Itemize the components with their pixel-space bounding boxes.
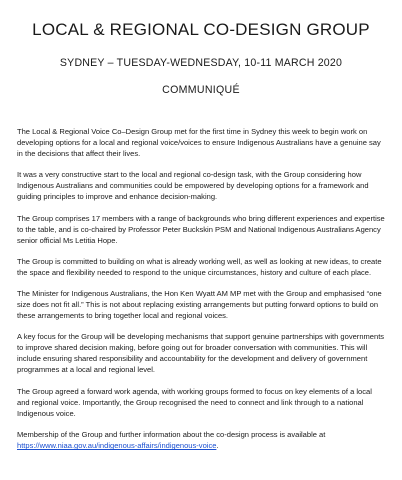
paragraph: The Group is committed to building on what is already working well, as well as looking at new ideas, to create the space and flexibility needed to respond to the unique circumstances, history and culture of each place.: [17, 256, 382, 277]
document-body: [17, 126, 385, 451]
closing-period: .: [216, 441, 219, 451]
paragraph: A key focus for the Group will be developing mechanisms that support genuine partnerships with governments to improve shared decision making, before going out for broader conversation with communities. This will include ensuring shared responsibility and accountability for the development and delivery of government programmes at a local and regional level.: [17, 332, 385, 375]
paragraph: The Group comprises 17 members with a range of backgrounds who bring different experiences and expertise to the table, and is co-chaired by Professor Peter Buckskin PSM and National Indigenous Australians Agency senior official Ms Letitia Hope.: [17, 213, 385, 245]
closing-text: Membership of the Group and further information about the co-design process is available at: [17, 430, 326, 440]
paragraph: It was a very constructive start to the local and regional co-design task, with the Group considering how Indigenous Australians and communities could be empowered by developing options for a framework and guiding principles to improve and enhance decision-making.: [17, 170, 369, 202]
paragraph: The Local & Regional Voice Co–Design Group met for the first time in Sydney this week to begin work on developing options for a local and regional voice/voices to ensure Indigenous Australians have a genuine say in the decisions that affect their lives.: [17, 127, 381, 158]
document-title: LOCAL & REGIONAL CO-DESIGN GROUP: [32, 20, 370, 39]
paragraph: The Minister for Indigenous Australians, the Hon Ken Wyatt AM MP met with the Group and emphasised “one size does not fit all.” This is not about replacing existing arrangements but putting forward options to build on these arrangements to bring together local and regional voices.: [17, 289, 382, 321]
document-subtitle: SYDNEY – TUESDAY-WEDNESDAY, 10-11 MARCH 2020: [59, 57, 343, 69]
indigenous-voice-link[interactable]: https://www.niaa.gov.au/indigenous-affairs/indigenous-voice: [17, 441, 217, 451]
communique-heading: COMMUNIQUÉ: [162, 84, 240, 96]
paragraph: The Group agreed a forward work agenda, with working groups formed to focus on key elements of a local and regional voice. Importantly, the Group recognised the need to connect and link through to a national Indigenous voice.: [17, 386, 372, 418]
closing-paragraph: [17, 429, 385, 451]
